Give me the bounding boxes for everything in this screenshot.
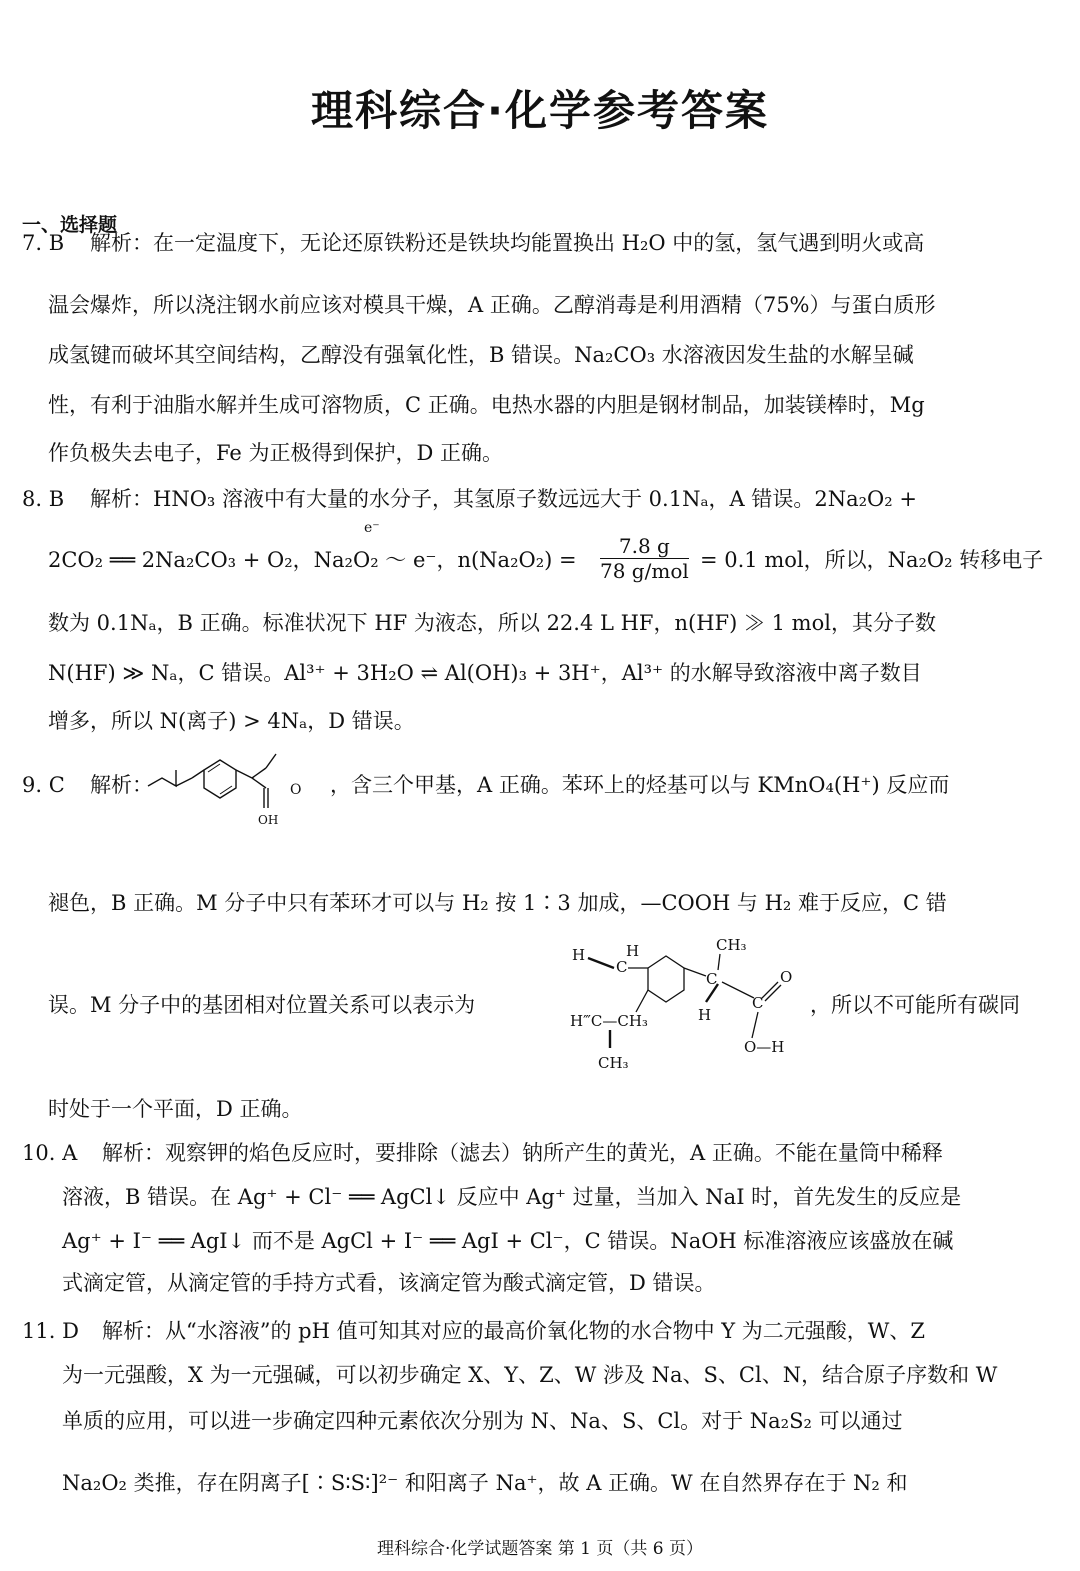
q10-line-1: 解析：观察钾的焰色反应时，要排除（滤去）钠所产生的黄光，A 正确。不能在量筒中稀释	[102, 1141, 943, 1165]
struct-c-right: C	[706, 970, 718, 988]
struct-o-h: O—H	[744, 1038, 785, 1056]
struct-c-left: C	[616, 958, 628, 976]
q8-number: 8. B	[22, 487, 65, 511]
struct-h-left: H	[572, 946, 586, 964]
q7-number: 7. B	[22, 231, 65, 255]
hydroxyl-label: OH	[258, 813, 279, 827]
struct-h-c: H	[626, 942, 640, 960]
q7-line-5: 作负极失去电子，Fe 为正极得到保护，D 正确。	[48, 441, 504, 465]
q8-line-5: 增多，所以 N(离子) > 4Nₐ，D 错误。	[48, 709, 415, 733]
m-molecule-3d-structure	[566, 928, 802, 1076]
struct-h-under: H	[698, 1006, 712, 1024]
q8-line-2a: 2CO₂ ══ 2Na₂CO₃ + O₂，Na₂O₂ ～ e⁻，n(Na₂O₂) =	[48, 548, 577, 572]
carbonyl-label: O	[290, 782, 302, 798]
q10-number: 10. A	[22, 1141, 78, 1165]
q9-number: 9. C	[22, 773, 65, 797]
fraction-denominator: 78 g/mol	[600, 559, 689, 583]
q8-line-4: N(HF) ≫ Nₐ，C 错误。Al³⁺ + 3H₂O ⇌ Al(OH)₃ + 3H⁺，Al³⁺ 的水解导致溶液中离子数目	[48, 661, 922, 685]
q8-line-1: 解析：HNO₃ 溶液中有大量的水分子，其氢原子数远远大于 0.1Nₐ，A 错误。2Na₂O₂ +	[90, 487, 917, 511]
molar-fraction	[600, 534, 689, 583]
q9-line-1b: ，含三个甲基，A 正确。苯环上的烃基可以与 KMnO₄(H⁺) 反应而	[330, 773, 950, 797]
q10-line-3: Ag⁺ + I⁻ ══ AgI↓ 而不是 AgCl + I⁻ ══ AgI + Cl⁻，C 错误。NaOH 标准溶液应该盛放在碱	[62, 1229, 954, 1253]
q10-line-4: 式滴定管，从滴定管的手持方式看，该滴定管为酸式滴定管，D 错误。	[62, 1271, 716, 1295]
q11-line-4: Na₂O₂ 类推，存在阴离子[∶S∶S∶]²⁻ 和阳离子 Na⁺，故 A 正确。W 在自然界存在于 N₂ 和	[62, 1471, 908, 1495]
q11-line-2: 为一元强酸，X 为一元强碱，可以初步确定 X、Y、Z、W 涉及 Na、S、Cl、N，结合原子序数和 W	[62, 1363, 998, 1387]
q9-line-3a: 误。M 分子中的基团相对位置关系可以表示为	[48, 993, 476, 1017]
q7-line-4: 性，有利于油脂水解并生成可溶物质，C 正确。电热水器的内胆是钢材制品，加装镁棒时，Mg	[48, 393, 925, 417]
q9-line-2: 褪色，B 正确。M 分子中只有苯环才可以与 H₂ 按 1∶3 加成，—COOH 与 H₂ 难于反应，C 错	[48, 891, 947, 915]
page-title: 理科综合·化学参考答案	[311, 86, 769, 135]
struct-ch3-bottom: CH₃	[598, 1054, 629, 1072]
q11-number: 11. D	[22, 1319, 79, 1343]
q11-line-1: 解析：从“水溶液”的 pH 值可知其对应的最高价氧化物的水合物中 Y 为二元强酸，W、Z	[102, 1319, 925, 1343]
electron-transfer-label: e⁻	[364, 520, 380, 536]
q7-line-2: 温会爆炸，所以浇注钢水前应该对模具干燥，A 正确。乙醇消毒是利用酒精（75%）与蛋白质形	[48, 293, 936, 317]
ibuprofen-skeletal-structure	[140, 748, 320, 848]
struct-o-double: O	[780, 968, 793, 986]
q10-line-2: 溶液，B 错误。在 Ag⁺ + Cl⁻ ══ AgCl↓ 反应中 Ag⁺ 过量，当加入 NaI 时，首先发生的反应是	[62, 1185, 962, 1209]
q9-line-3b: ，所以不可能所有碳同	[810, 993, 1020, 1017]
struct-c-carboxyl: C	[752, 994, 764, 1012]
q11-line-3: 单质的应用，可以进一步确定四种元素依次分别为 N、Na、S、Cl。对于 Na₂S₂ 可以通过	[62, 1409, 903, 1433]
q8-line-2b: = 0.1 mol，所以，Na₂O₂ 转移电子	[700, 548, 1044, 572]
q9-line-4: 时处于一个平面，D 正确。	[48, 1097, 303, 1121]
q9-line-1a: 解析：	[90, 773, 153, 797]
q7-line-1: 解析：在一定温度下，无论还原铁粉还是铁块均能置换出 H₂O 中的氢，氢气遇到明火或高	[90, 231, 925, 255]
q7-line-3: 成氢键而破坏其空间结构，乙醇没有强氧化性，B 错误。Na₂CO₃ 水溶液因发生盐的水解呈碱	[48, 343, 914, 367]
struct-ch3-top: CH₃	[716, 936, 747, 954]
struct-h-row: H‴C—CH₃	[570, 1012, 648, 1030]
page-footer: 理科综合·化学试题答案 第 1 页（共 6 页）	[376, 1539, 704, 1559]
fraction-numerator: 7.8 g	[600, 534, 689, 559]
q8-line-3: 数为 0.1Nₐ，B 正确。标准状况下 HF 为液态，所以 22.4 L HF，n(HF) ≫ 1 mol，其分子数	[48, 611, 936, 635]
section-heading: 一、选择题	[22, 214, 118, 236]
